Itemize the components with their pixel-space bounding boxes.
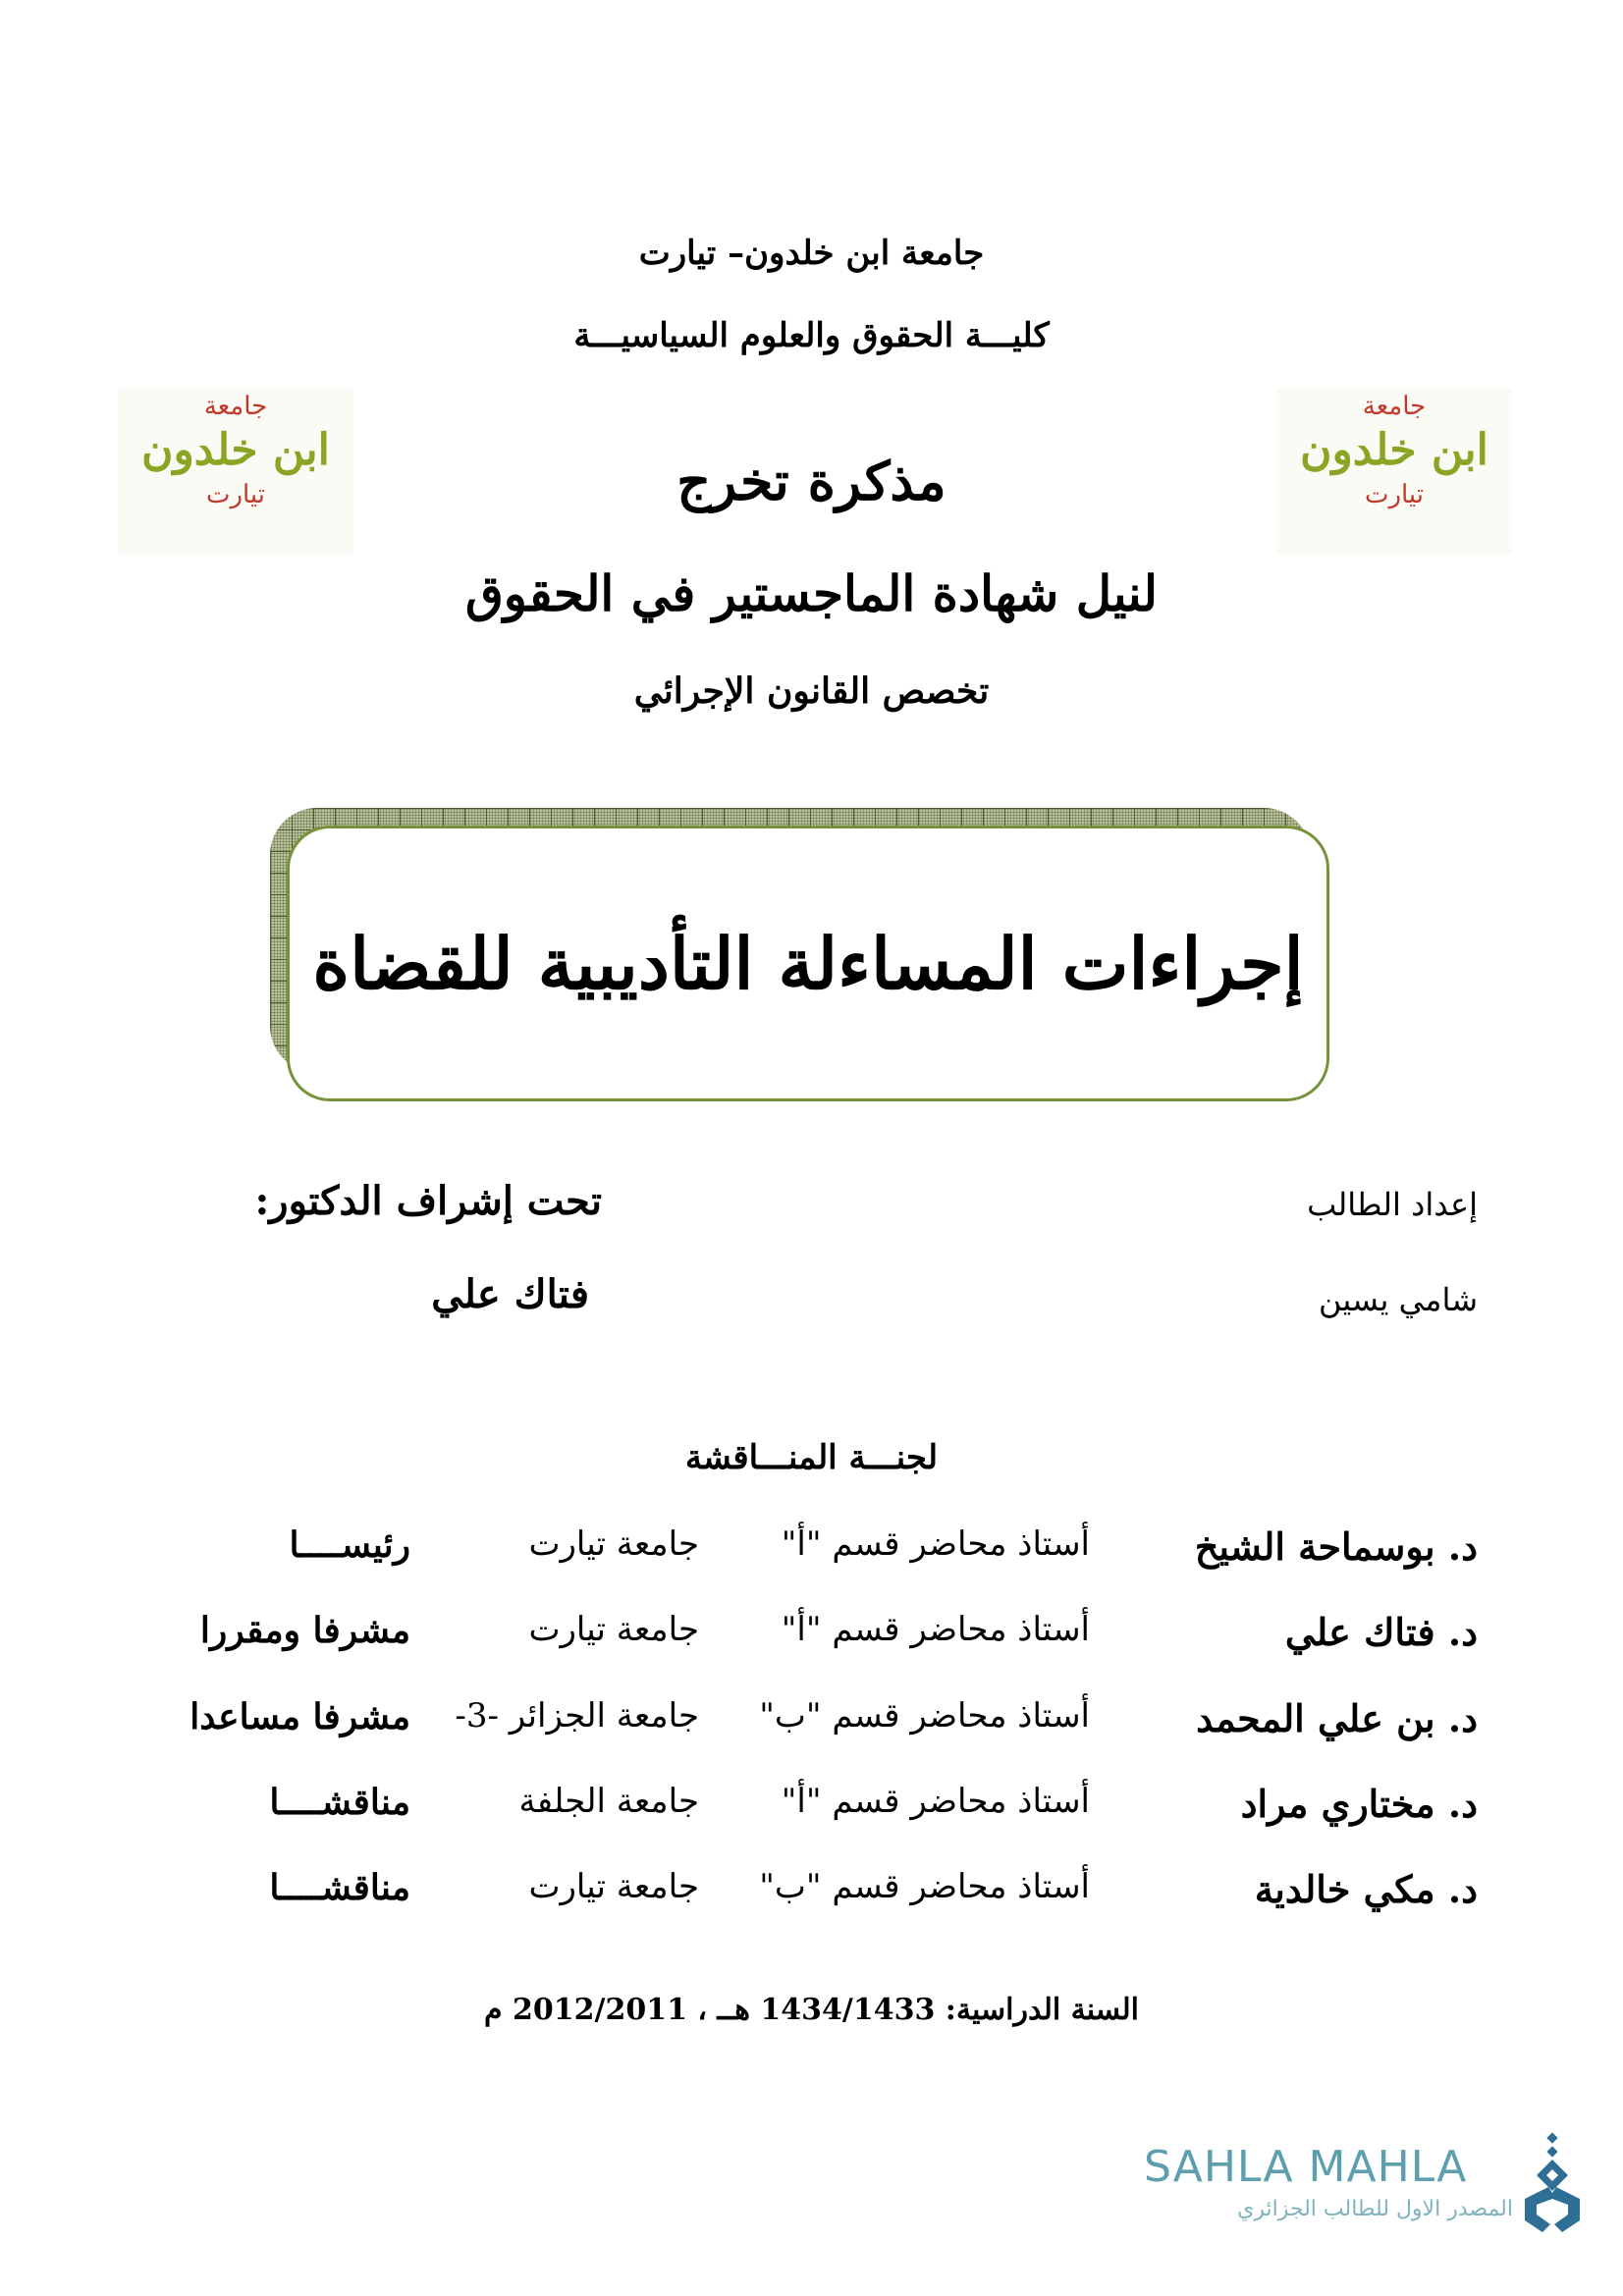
sahla-mahla-logo-icon [1519,2130,1586,2238]
committee-row [0,1782,1623,1841]
member-rank: أستاذ محاضر قسم "ب" [759,1867,1090,1906]
sahla-mahla-watermark [1144,2130,1586,2238]
thesis-degree: لنيل شهادة الماجستير في الحقوق [465,564,1158,622]
committee-row [0,1867,1623,1926]
member-name: د. بوسماحة الشيخ [1194,1524,1478,1569]
member-role: رئيســــا [289,1524,410,1566]
member-rank: أستاذ محاضر قسم "أ" [781,1782,1090,1821]
university-name: جامعة ابن خلدون– تيارت [638,234,985,273]
thesis-specialty: تخصص القانون الإجرائي [633,670,990,712]
thesis-type: مذكرة تخرج [676,450,947,512]
member-name: د. فتاك علي [1284,1610,1478,1654]
member-rank: أستاذ محاضر قسم "أ" [781,1524,1090,1564]
logo-text-bottom: تيارت [1364,480,1425,509]
member-university: جامعة الجلفة [518,1782,699,1821]
logo-text-middle: ابن خلدون [1300,425,1488,475]
student-label: إعداد الطالب [1307,1186,1478,1223]
logo-text-middle: ابن خلدون [141,425,330,475]
academic-year: السنة الدراسية: 1434/1433 هــ ، 2012/2011 م [483,1993,1139,2027]
member-university: جامعة تيارت [528,1867,699,1906]
watermark-tagline: المصدر الاول للطالب الجزائري [1237,2197,1513,2221]
watermark-brand: SAHLA MAHLA [1144,2142,1468,2192]
faculty-name: كليـــة الحقوق والعلوم السياسيـــة [573,316,1050,355]
committee-row [0,1696,1623,1755]
supervisor-name: فتاك علي [431,1271,589,1317]
member-name: د. بن علي المحمد [1196,1696,1478,1740]
member-role: مشرفا مساعدا [189,1696,410,1737]
committee-heading: لجنـــة المنـــاقشة [684,1438,939,1477]
member-role: مناقشــــا [269,1782,410,1823]
member-rank: أستاذ محاضر قسم "ب" [759,1696,1090,1735]
member-rank: أستاذ محاضر قسم "أ" [781,1610,1090,1649]
title-frame [287,826,1329,1101]
member-role: مشرفا ومقررا [199,1610,410,1651]
logo-text-top: جامعة [1362,392,1427,421]
member-university: جامعة تيارت [528,1610,699,1649]
supervisor-label: تحت إشراف الدكتور: [254,1178,602,1224]
member-university: جامعة الجزائر -3- [455,1696,699,1735]
member-university: جامعة تيارت [528,1524,699,1564]
member-name: د. مختاري مراد [1240,1782,1478,1826]
logo-text-top: جامعة [203,392,268,421]
member-role: مناقشــــا [269,1867,410,1908]
student-name: شامي يسين [1318,1281,1478,1318]
logo-text-bottom: تيارت [205,480,266,509]
committee-row [0,1524,1623,1583]
thesis-title: إجراءات المساءلة التأديبية للقضاة [312,922,1304,1005]
member-name: د. مكي خالدية [1254,1867,1478,1911]
committee-row [0,1610,1623,1669]
